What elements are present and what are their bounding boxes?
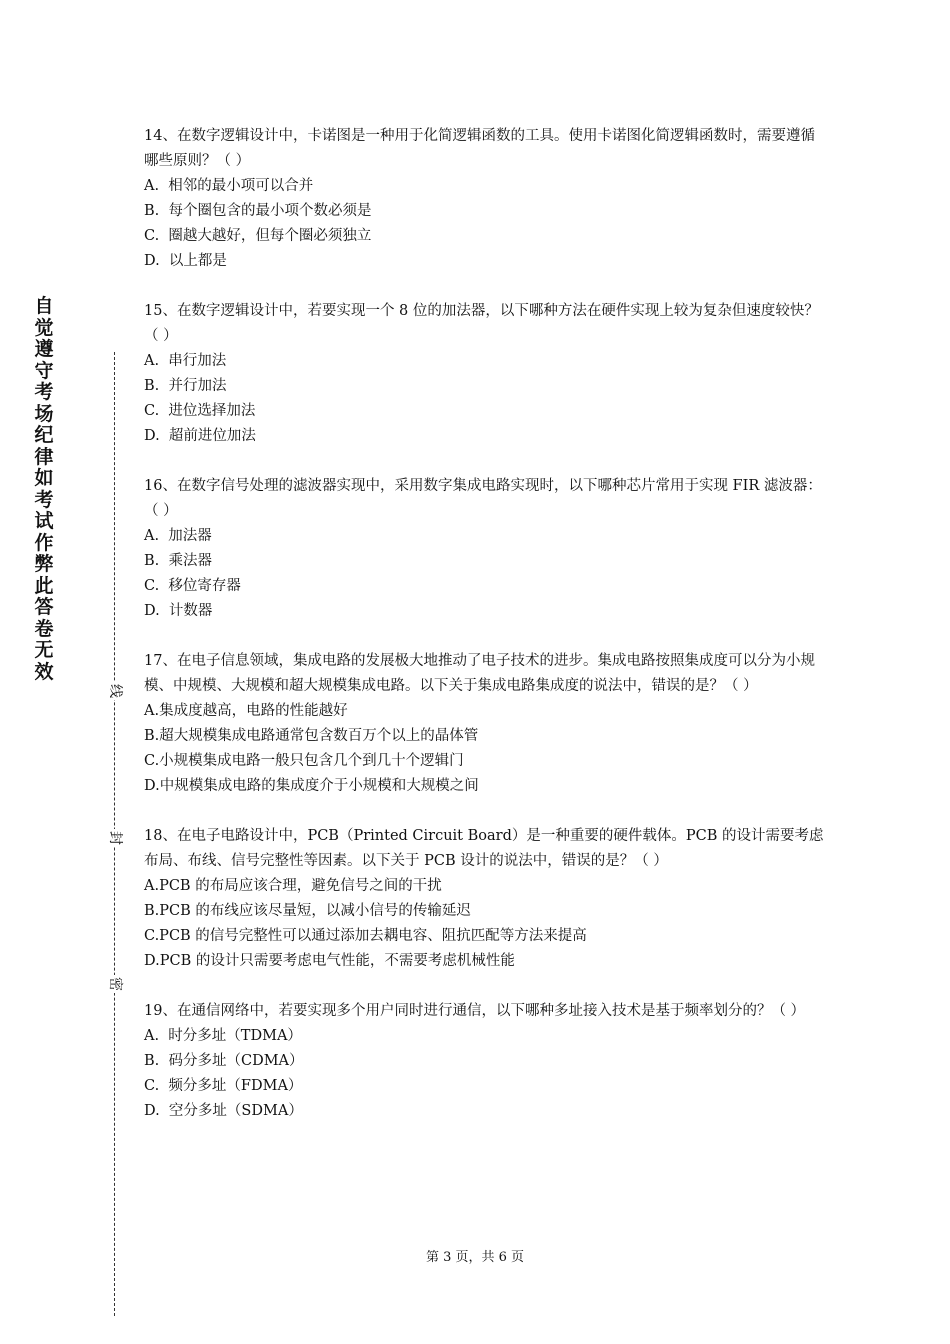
option-c: C. 频分多址（FDMA） — [144, 1078, 303, 1094]
option-b: B. 乘法器 — [144, 553, 212, 569]
option-a: A.PCB 的布局应该合理，避免信号之间的干扰 — [144, 878, 442, 894]
option-c: C. 进位选择加法 — [144, 403, 256, 419]
option-a: A. 时分多址（TDMA） — [144, 1028, 302, 1044]
question-stem: 19、在通信网络中，若要实现多个用户同时进行通信，以下哪种多址接入技术是基于频率划分的？（ ） — [144, 1003, 806, 1019]
question-16 — [144, 474, 824, 624]
option-d: D. 超前进位加法 — [144, 428, 256, 444]
option-b: B. 并行加法 — [144, 378, 227, 394]
binding-label-secret: 密 — [107, 977, 123, 991]
question-stem: 15、在数字逻辑设计中，若要实现一个 8 位的加法器，以下哪种方法在硬件实现上较为复杂但速度较快？（ ） — [144, 303, 819, 344]
question-list — [144, 124, 824, 1149]
page-number: 第 3 页，共 6 页 — [425, 1250, 525, 1265]
binding-label-line: 线 — [107, 684, 123, 698]
option-c: C. 移位寄存器 — [144, 578, 241, 594]
question-18 — [144, 824, 824, 974]
option-a: A.集成度越高，电路的性能越好 — [144, 703, 348, 719]
question-stem: 14、在数字逻辑设计中，卡诺图是一种用于化简逻辑函数的工具。使用卡诺图化简逻辑函数时，需要遵循哪些原则？（ ） — [144, 128, 815, 169]
option-d: D.中规模集成电路的集成度介于小规模和大规模之间 — [144, 778, 479, 794]
question-stem: 16、在数字信号处理的滤波器实现中，采用数字集成电路实现时，以下哪种芯片常用于实现 FIR 滤波器：（ ） — [144, 478, 822, 519]
option-c: C. 圈越大越好，但每个圈必须独立 — [144, 228, 372, 244]
option-b: B.超大规模集成电路通常包含数百万个以上的晶体管 — [144, 728, 479, 744]
option-a: A. 加法器 — [144, 528, 212, 544]
option-d: D. 计数器 — [144, 603, 213, 619]
question-14 — [144, 124, 824, 274]
option-c: C.小规模集成电路一般只包含几个到几十个逻辑门 — [144, 753, 464, 769]
question-stem: 17、在电子信息领域，集成电路的发展极大地推动了电子技术的进步。集成电路按照集成度可以分为小规模、中规模、大规模和超大规模集成电路。以下关于集成电路集成度的说法中，错误的是？（ ） — [144, 653, 815, 694]
question-19 — [144, 999, 824, 1124]
exam-discipline-notice: 自觉遵守考场纪律如考试作弊此答卷无效 — [34, 295, 54, 683]
binding-label-seal: 封 — [107, 831, 123, 845]
option-b: B. 每个圈包含的最小项个数必须是 — [144, 203, 372, 219]
option-b: B. 码分多址（CDMA） — [144, 1053, 304, 1069]
option-c: C.PCB 的信号完整性可以通过添加去耦电容、阻抗匹配等方法来提高 — [144, 928, 587, 944]
option-b: B.PCB 的布线应该尽量短，以减小信号的传输延迟 — [144, 903, 471, 919]
question-stem: 18、在电子电路设计中，PCB（Printed Circuit Board）是一种重要的硬件载体。PCB 的设计需要考虑布局、布线、信号完整性等因素。以下关于 PCB 设计的说法中，错误的是？（ ） — [144, 828, 824, 869]
option-a: A. 相邻的最小项可以合并 — [144, 178, 314, 194]
option-d: D. 以上都是 — [144, 253, 227, 269]
option-d: D.PCB 的设计只需要考虑电气性能，不需要考虑机械性能 — [144, 953, 515, 969]
question-15 — [144, 299, 824, 449]
option-d: D. 空分多址（SDMA） — [144, 1103, 303, 1119]
option-a: A. 串行加法 — [144, 353, 227, 369]
question-17 — [144, 649, 824, 799]
